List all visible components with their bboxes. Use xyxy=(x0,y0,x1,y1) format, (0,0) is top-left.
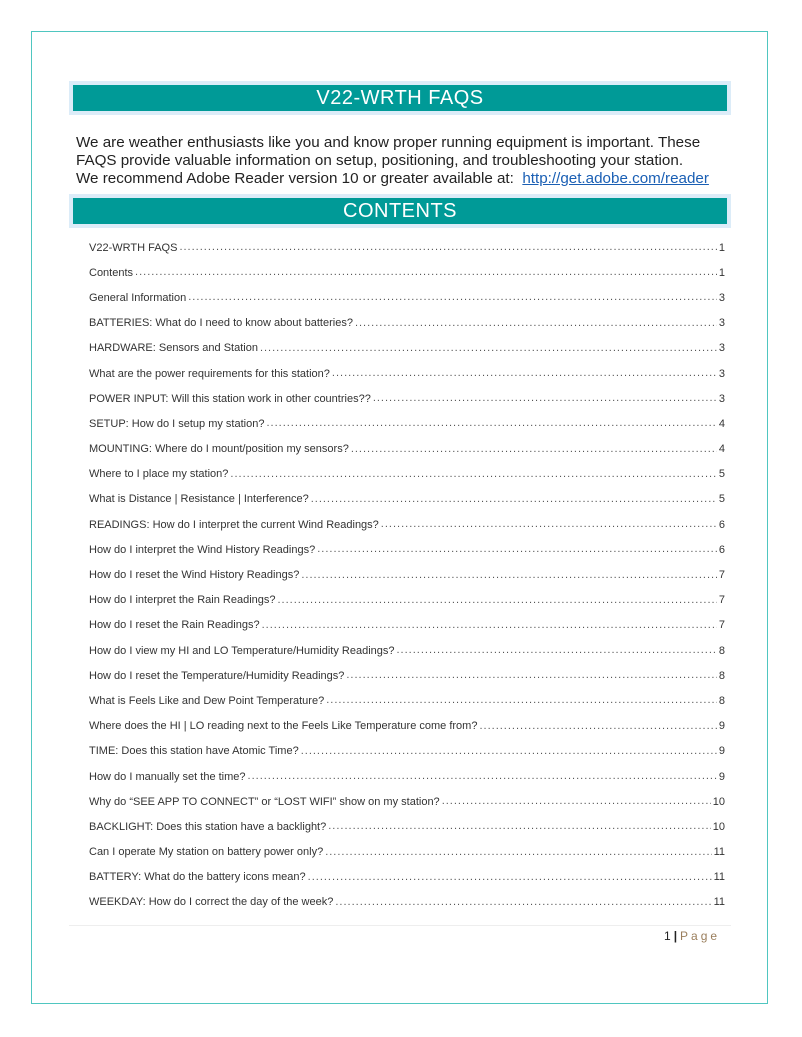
intro-line-2: FAQS provide valuable information on setup, positioning, and troubleshooting your station. xyxy=(76,152,684,169)
toc-entry[interactable] xyxy=(89,638,725,663)
toc-entry-title: READINGS: How do I interpret the current Wind Readings? xyxy=(89,518,379,531)
toc-entry[interactable] xyxy=(89,663,725,688)
toc-entry-page: 9 xyxy=(718,720,725,733)
toc-entry[interactable] xyxy=(89,739,725,764)
toc-entry[interactable] xyxy=(89,462,725,487)
toc-leader-dots xyxy=(311,493,717,506)
toc-leader-dots xyxy=(479,720,716,733)
toc-leader-dots xyxy=(397,644,717,657)
toc-entry[interactable] xyxy=(89,235,725,260)
toc-leader-dots xyxy=(308,871,712,884)
toc-entry-title: How do I view my HI and LO Temperature/Humidity Readings? xyxy=(89,644,395,657)
document-title: V22-WRTH FAQS xyxy=(73,85,727,111)
toc-entry-title: How do I reset the Temperature/Humidity Readings? xyxy=(89,669,345,682)
toc-entry-title: General Information xyxy=(89,291,187,304)
toc-leader-dots xyxy=(346,669,717,682)
toc-leader-dots xyxy=(326,694,717,707)
toc-entry-page: 8 xyxy=(718,669,725,682)
toc-entry-title: TIME: Does this station have Atomic Time? xyxy=(89,745,299,758)
toc-entry-page: 1 xyxy=(718,241,725,254)
toc-entry-title: How do I reset the Rain Readings? xyxy=(89,619,260,632)
table-of-contents xyxy=(89,235,725,915)
toc-entry[interactable] xyxy=(89,613,725,638)
toc-entry-page: 10 xyxy=(712,795,725,808)
toc-entry[interactable] xyxy=(89,311,725,336)
toc-entry[interactable] xyxy=(89,890,725,915)
toc-entry-page: 7 xyxy=(718,594,725,607)
toc-leader-dots xyxy=(335,896,711,909)
toc-entry[interactable] xyxy=(89,411,725,436)
toc-leader-dots xyxy=(442,795,711,808)
toc-entry-title: WEEKDAY: How do I correct the day of the week? xyxy=(89,896,334,909)
toc-entry-title: What are the power requirements for this station? xyxy=(89,367,330,380)
toc-entry-page: 3 xyxy=(718,367,725,380)
toc-entry[interactable] xyxy=(89,764,725,789)
toc-entry-title: BACKLIGHT: Does this station have a backlight? xyxy=(89,820,327,833)
toc-entry-title: What is Feels Like and Dew Point Temperature? xyxy=(89,694,325,707)
toc-entry[interactable] xyxy=(89,537,725,562)
toc-entry-title: SETUP: How do I setup my station? xyxy=(89,417,265,430)
toc-entry[interactable] xyxy=(89,714,725,739)
toc-entry-page: 7 xyxy=(718,619,725,632)
toc-entry[interactable] xyxy=(89,336,725,361)
toc-entry[interactable] xyxy=(89,260,725,285)
toc-entry-page: 4 xyxy=(718,417,725,430)
toc-entry-page: 11 xyxy=(713,896,725,909)
toc-entry-title: Where does the HI | LO reading next to the Feels Like Temperature come from? xyxy=(89,720,478,733)
toc-entry[interactable] xyxy=(89,814,725,839)
toc-leader-dots xyxy=(262,619,717,632)
toc-leader-dots xyxy=(248,770,717,783)
toc-leader-dots xyxy=(278,594,717,607)
intro-line-1: We are weather enthusiasts like you and know proper running equipment is important. These xyxy=(76,134,701,151)
toc-entry-page: 11 xyxy=(713,871,725,884)
toc-leader-dots xyxy=(179,241,716,254)
toc-entry-page: 5 xyxy=(718,493,725,506)
toc-entry-title: MOUNTING: Where do I mount/position my sensors? xyxy=(89,443,349,456)
toc-entry[interactable] xyxy=(89,840,725,865)
toc-leader-dots xyxy=(332,367,717,380)
toc-entry-title: How do I interpret the Rain Readings? xyxy=(89,594,276,607)
toc-leader-dots xyxy=(381,518,717,531)
toc-entry-page: 4 xyxy=(718,443,725,456)
footer-divider xyxy=(69,925,731,926)
toc-entry-title: Can I operate My station on battery power only? xyxy=(89,846,324,859)
toc-entry-page: 9 xyxy=(718,770,725,783)
toc-entry-page: 3 xyxy=(718,317,725,330)
page-number: 1 xyxy=(664,929,671,943)
toc-entry-title: HARDWARE: Sensors and Station xyxy=(89,342,258,355)
toc-leader-dots xyxy=(325,846,711,859)
toc-entry-page: 7 xyxy=(718,569,725,582)
toc-entry[interactable] xyxy=(89,386,725,411)
toc-entry-title: How do I manually set the time? xyxy=(89,770,246,783)
toc-leader-dots xyxy=(351,443,717,456)
toc-entry[interactable] xyxy=(89,789,725,814)
intro-line-3 xyxy=(76,170,736,188)
toc-leader-dots xyxy=(328,820,711,833)
toc-leader-dots xyxy=(260,342,717,355)
page-word: Page xyxy=(680,929,721,943)
toc-entry-title: What is Distance | Resistance | Interference? xyxy=(89,493,309,506)
toc-leader-dots xyxy=(373,392,717,405)
toc-entry-title: V22-WRTH FAQS xyxy=(89,241,178,254)
toc-entry[interactable] xyxy=(89,361,725,386)
toc-entry-page: 11 xyxy=(713,846,725,859)
toc-entry[interactable] xyxy=(89,437,725,462)
toc-entry-page: 3 xyxy=(718,342,725,355)
toc-entry-title: BATTERY: What do the battery icons mean? xyxy=(89,871,306,884)
toc-entry-page: 10 xyxy=(712,820,725,833)
toc-leader-dots xyxy=(188,291,717,304)
toc-leader-dots xyxy=(135,266,717,279)
toc-entry-page: 3 xyxy=(718,291,725,304)
toc-entry[interactable] xyxy=(89,865,725,890)
toc-entry[interactable] xyxy=(89,562,725,587)
toc-entry-title: How do I interpret the Wind History Readings? xyxy=(89,543,316,556)
toc-entry[interactable] xyxy=(89,588,725,613)
toc-leader-dots xyxy=(301,745,717,758)
toc-entry-page: 1 xyxy=(718,266,725,279)
toc-entry-title: BATTERIES: What do I need to know about batteries? xyxy=(89,317,353,330)
toc-entry-page: 9 xyxy=(718,745,725,758)
adobe-reader-link[interactable]: http://get.adobe.com/reader xyxy=(522,170,709,187)
toc-entry-title: Where to I place my station? xyxy=(89,468,229,481)
page-separator: | xyxy=(673,929,678,943)
toc-entry-title: POWER INPUT: Will this station work in other countries?? xyxy=(89,392,371,405)
toc-entry[interactable] xyxy=(89,285,725,310)
document-title-band xyxy=(69,81,731,115)
toc-leader-dots xyxy=(301,569,717,582)
contents-heading-band xyxy=(69,194,731,228)
page-footer xyxy=(664,929,720,943)
toc-entry-page: 3 xyxy=(718,392,725,405)
toc-leader-dots xyxy=(355,317,717,330)
toc-leader-dots xyxy=(230,468,716,481)
toc-leader-dots xyxy=(317,543,717,556)
toc-entry-page: 8 xyxy=(718,694,725,707)
contents-heading: CONTENTS xyxy=(73,198,727,224)
toc-entry-title: Why do “SEE APP TO CONNECT” or “LOST WIFI” show on my station? xyxy=(89,795,440,808)
toc-entry[interactable] xyxy=(89,688,725,713)
toc-entry-page: 5 xyxy=(718,468,725,481)
toc-entry-page: 6 xyxy=(718,543,725,556)
toc-entry-page: 8 xyxy=(718,644,725,657)
intro-line-3-text: We recommend Adobe Reader version 10 or greater available at: xyxy=(76,170,514,187)
intro-paragraph xyxy=(76,134,736,188)
toc-entry-page: 6 xyxy=(718,518,725,531)
toc-entry[interactable] xyxy=(89,487,725,512)
toc-entry-title: How do I reset the Wind History Readings? xyxy=(89,569,300,582)
toc-entry-title: Contents xyxy=(89,266,134,279)
toc-leader-dots xyxy=(266,417,716,430)
toc-entry[interactable] xyxy=(89,512,725,537)
